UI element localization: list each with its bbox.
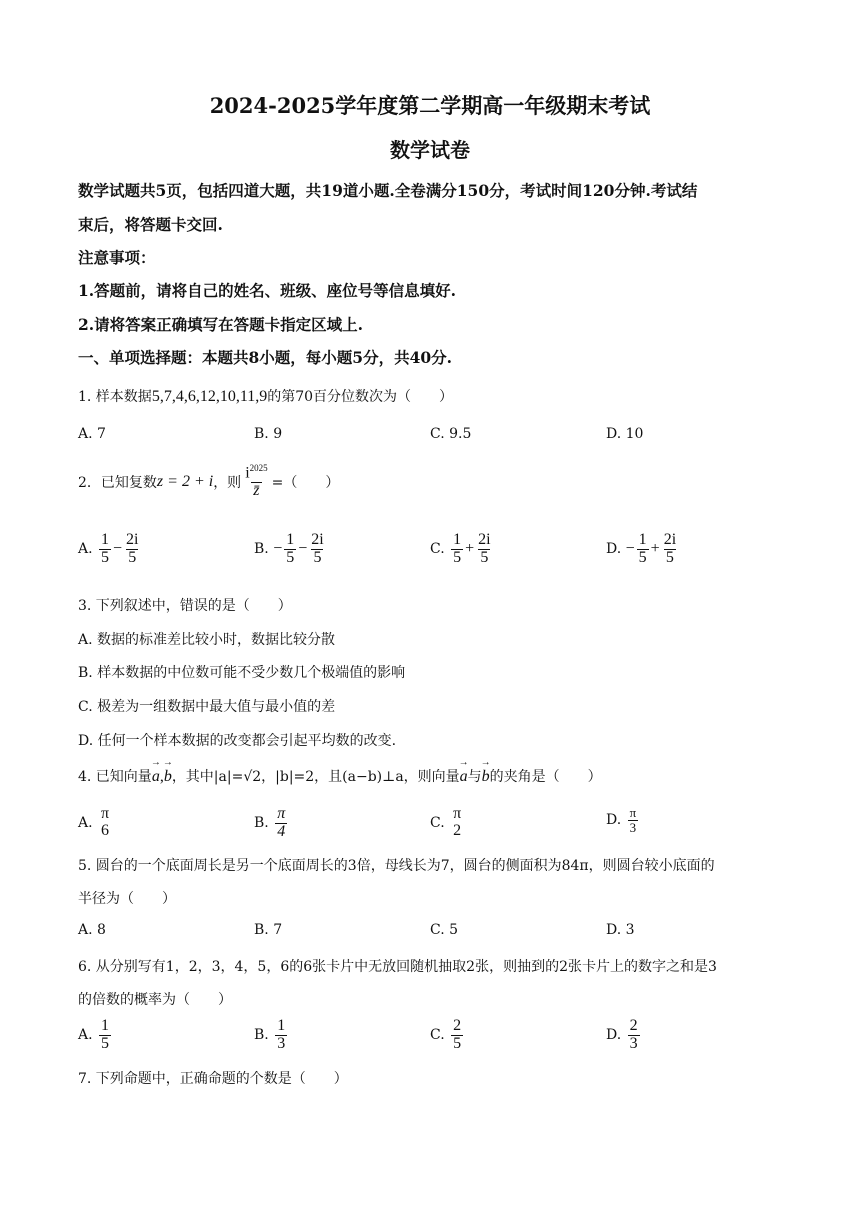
- q1-option-d: D. 10: [606, 426, 644, 442]
- question-5-line-2: 半径为（ ）: [78, 891, 176, 907]
- q1-prefix: 1. 样本数据: [78, 389, 152, 405]
- q2-c-frac-2: $\frac{2i}{5}$: [478, 531, 491, 566]
- section-1-heading: 一、单项选择题：本题共8小题，每小题5分，共40分.: [78, 348, 453, 367]
- q4-option-b: [254, 806, 289, 841]
- question-6-line-2: 的倍数的概率为（ ）: [78, 992, 232, 1008]
- q4-option-b-label: B.: [254, 815, 269, 832]
- q4-vector-a: → a: [152, 768, 160, 786]
- q2-d-sign: −: [625, 540, 635, 558]
- q2-d-frac-2: $\frac{2i}{5}$: [663, 531, 677, 566]
- q3-option-b: B. 样本数据的中位数可能不受少数几个极端值的影响: [78, 665, 406, 681]
- q4-d-frac: $\frac{\pi}{3}$: [629, 805, 637, 835]
- q2-b-sign: −: [273, 540, 283, 558]
- q6-option-d-label: D.: [606, 1027, 622, 1044]
- q2-a-frac-2: $\frac{2i}{5}$: [126, 531, 139, 566]
- q4-vector-b-2: → b: [482, 768, 490, 786]
- notice-1: 1.答题前，请将自己的姓名、班级、座位号等信息填好.: [78, 281, 457, 300]
- q4-and: 与: [467, 769, 482, 785]
- exam-subtitle: 数学试卷: [390, 138, 470, 162]
- q2-fraction: [243, 464, 269, 500]
- q2-option-d: [606, 532, 680, 567]
- q6-option-b-label: B.: [254, 1027, 269, 1044]
- q2-b-frac-1: $\frac{1}{5}$: [286, 531, 295, 566]
- q2-c-op: +: [465, 540, 475, 558]
- q2-exponent: 2025: [249, 463, 268, 473]
- q5-option-d: D. 3: [606, 922, 635, 938]
- q5-option-b: B. 7: [254, 922, 283, 938]
- q4-c-frac: π 2: [453, 805, 462, 839]
- q5-option-c: C. 5: [430, 922, 459, 938]
- question-4: 4. 已知向量 → a,→ b ，其中|a|=√2，|b|=2，且(a−b)⊥a，则向量 → a 与 → b 的夹角是（ ）: [78, 766, 602, 786]
- notice-title: 注意事项：: [78, 248, 156, 267]
- q6-option-d: [606, 1018, 642, 1053]
- q2-b-frac-2: $\frac{2i}{5}$: [311, 531, 324, 566]
- question-1: [78, 386, 453, 406]
- q6-option-c: [430, 1018, 465, 1053]
- q6-option-a: [78, 1018, 113, 1053]
- q6-b-frac: $\frac{1}{3}$: [277, 1017, 286, 1052]
- q2-d-op: +: [650, 540, 660, 558]
- q6-option-a-label: A.: [78, 1027, 93, 1044]
- q4-option-a: [78, 806, 113, 840]
- q2-b-op: −: [298, 540, 308, 558]
- q2-a-frac-1: $\frac{1}{5}$: [101, 531, 110, 566]
- q2-option-b: [254, 532, 328, 567]
- q3-option-c: C. 极差为一组数据中最大值与最小值的差: [78, 699, 336, 715]
- q2-option-a: [78, 532, 143, 567]
- intro-line-1: 数学试题共5页，包括四道大题，共19道小题.全卷满分150分，考试时间120分钟.考试结: [78, 181, 698, 200]
- q1-data: 5,7,4,6,12,10,11,9: [151, 388, 268, 405]
- intro-line-2: 束后，将答题卡交回.: [78, 215, 223, 234]
- question-5-line-1: 5. 圆台的一个底面周长是另一个底面周长的3倍，母线长为7，圆台的侧面积为84π，则圆台较小底面的: [78, 858, 715, 874]
- q4-condition: ，其中|a|=√2，|b|=2，且(a−b)⊥a，则向量: [171, 769, 460, 785]
- q6-a-frac: $\frac{1}{5}$: [101, 1017, 110, 1052]
- q3-option-d: D. 任何一个样本数据的改变都会引起平均数的改变.: [78, 733, 397, 749]
- q4-option-c: [430, 806, 465, 840]
- notice-2: 2.请将答案正确填写在答题卡指定区域上.: [78, 315, 364, 334]
- q2-expression: z = 2 + i: [156, 472, 214, 490]
- q4-b-frac: $\frac{\pi}{4}$: [277, 805, 286, 840]
- question-6-line-1: 6. 从分别写有1，2，3，4，5，6的6张卡片中无放回随机抽取2张，则抽到的2张卡片上的数字之和是3: [78, 959, 717, 975]
- q2-numerator: i: [245, 464, 250, 482]
- q1-suffix: 的第70百分位数次为（ ）: [267, 389, 454, 405]
- q4-a-frac: π 6: [101, 805, 110, 839]
- q4-option-c-label: C.: [430, 814, 445, 831]
- q2-option-b-label: B.: [254, 541, 269, 558]
- q1-option-a: A. 7: [78, 426, 106, 442]
- question-7: 7. 下列命题中，正确命题的个数是（ ）: [78, 1071, 348, 1087]
- q6-option-c-label: C.: [430, 1027, 445, 1044]
- q4-option-d: [606, 806, 640, 834]
- q3-option-a: A. 数据的标准差比较小时，数据比较分散: [78, 632, 336, 648]
- q2-mid: ，则: [213, 474, 242, 491]
- q2-d-frac-1: $\frac{1}{5}$: [638, 531, 647, 566]
- question-2: [78, 464, 339, 500]
- q2-denominator: z̄: [253, 482, 260, 500]
- q6-c-frac: $\frac{2}{5}$: [453, 1017, 462, 1052]
- q2-option-d-label: D.: [606, 541, 622, 558]
- q4-prefix: 4. 已知向量: [78, 769, 152, 785]
- q1-option-b: B. 9: [254, 426, 283, 442]
- q2-option-a-label: A.: [78, 541, 93, 558]
- exam-title: 2024-2025学年度第二学期高一年级期末考试: [209, 93, 651, 118]
- q6-d-frac: $\frac{2}{3}$: [629, 1017, 638, 1052]
- q2-c-frac-1: $\frac{1}{5}$: [453, 531, 462, 566]
- q2-a-op: −: [113, 540, 123, 558]
- q4-vector-a-2: → a: [460, 768, 468, 786]
- q4-vector-b: → b: [164, 768, 172, 786]
- q2-prefix: 2．已知复数: [78, 474, 157, 491]
- q1-option-c: C. 9.5: [430, 426, 472, 442]
- q2-option-c-label: C.: [430, 541, 445, 558]
- q6-option-b: [254, 1018, 289, 1053]
- q5-option-a: A. 8: [78, 922, 106, 938]
- q4-option-d-label: D.: [606, 812, 622, 829]
- question-3: 3. 下列叙述中，错误的是（ ）: [78, 598, 292, 614]
- q2-option-c: [430, 532, 495, 567]
- q4-option-a-label: A.: [78, 814, 93, 831]
- q2-suffix: =（ ）: [271, 474, 340, 491]
- q4-suffix: 的夹角是（ ）: [489, 769, 602, 785]
